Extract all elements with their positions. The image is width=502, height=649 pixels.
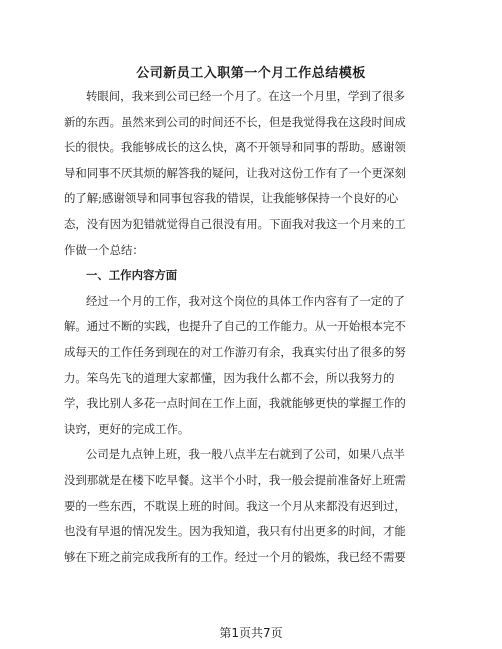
document-body — [64, 84, 438, 570]
section1-paragraph-2 — [64, 442, 438, 570]
text-line: 要的一些东西，不耽误上班的时间。我这一个月从来都没有迟到过， — [64, 498, 406, 513]
intro-paragraph — [64, 84, 438, 263]
text-line: 解。通过不断的实践，也提升了自己的工作能力。从一开始根本完不 — [64, 319, 406, 334]
page-number-footer: 第1页共7页 — [219, 626, 283, 640]
text-line: 转眼间，我来到公司已经一个月了。在这一个月里，学到了很多 — [86, 89, 405, 103]
text-line: 力。笨鸟先飞的道理大家都懂，因为我什么都不会，所以我努力的 — [64, 370, 395, 385]
text-line: 作做一个总结： — [64, 242, 144, 257]
text-line: 诀窍，更好的完成工作。 — [64, 421, 190, 436]
text-line: 够在下班之前完成我所有的工作。经过一个月的锻炼，我已经不需要 — [64, 549, 406, 564]
text-line: 经过一个月的工作，我对这个岗位的具体工作内容有了一定的了 — [86, 293, 405, 308]
section1-paragraph-1 — [64, 289, 438, 443]
text-line: 也没有早退的情况发生。因为我知道，我只有付出更多的时间，才能 — [64, 524, 406, 539]
text-line: 的了解;感谢领导和同事包容我的错误，让我能够保持一个良好的心 — [64, 191, 399, 206]
text-line: 没到那就是在楼下吃早餐。这半个小时，我一般会提前准备好上班需 — [64, 472, 406, 487]
text-line: 成每天的工作任务到现在的对工作游刃有余，我真实付出了很多的努 — [64, 344, 406, 359]
section-heading: 一、工作内容方面 — [86, 268, 178, 283]
text-line: 公司是九点钟上班，我一般八点半左右就到了公司，如果八点半 — [86, 447, 405, 462]
text-line: 新的东西。虽然来到公司的时间还不长，但是我觉得我在这段时间成 — [64, 114, 406, 129]
document-title: 公司新员工入职第一个月工作总结模板 — [136, 66, 366, 81]
text-line: 态，没有因为犯错就觉得自己很没有用。下面我对我这一个月来的工 — [64, 216, 406, 231]
text-line: 长的很快。我能够成长的这么快，离不开领导和同事的帮助。感谢领 — [64, 140, 406, 155]
text-line: 导和同事不厌其烦的解答我的疑问，让我对这份工作有了一个更深刻 — [64, 165, 406, 180]
text-line: 学，我比别人多花一点时间在工作上面，我就能够更快的掌握工作的 — [64, 396, 406, 411]
